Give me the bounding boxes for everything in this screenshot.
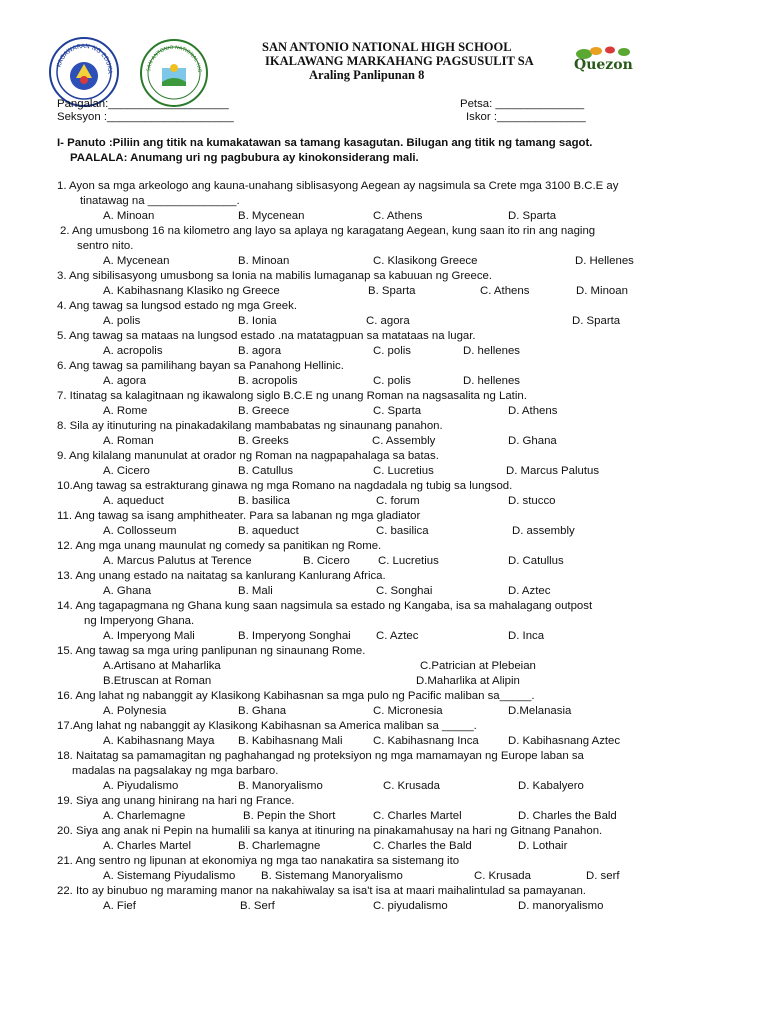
question-21-choice-c[interactable]: C. Krusada <box>474 870 531 882</box>
question-17-text: 17.Ang lahat ng nabanggit ay Klasikong Kabihasnan sa America maliban sa _____. <box>57 720 477 732</box>
question-5-choice-d[interactable]: D. hellenes <box>463 345 520 357</box>
question-1-choice-b[interactable]: B. Mycenean <box>238 210 305 222</box>
question-2-choice-a[interactable]: A. Mycenean <box>103 255 170 267</box>
question-2-choice-c[interactable]: C. Klasikong Greece <box>373 255 478 267</box>
question-2-choice-d[interactable]: D. Hellenes <box>575 255 634 267</box>
question-15-text: 15. Ang tawag sa mga uring panlipunan ng sinaunang Rome. <box>57 645 366 657</box>
question-5-choice-b[interactable]: B. agora <box>238 345 282 357</box>
question-10-choice-d[interactable]: D. stucco <box>508 495 556 507</box>
question-6-text: 6. Ang tawag sa pamilihang bayan sa Panahong Hellinic. <box>57 360 344 372</box>
question-12-choice-c[interactable]: C. Lucretius <box>378 555 439 567</box>
score-field[interactable]: Iskor :______________ <box>466 111 586 123</box>
question-16-choice-c[interactable]: C. Micronesia <box>373 705 443 717</box>
question-19-choice-d[interactable]: D. Charles the Bald <box>518 810 617 822</box>
question-5-choice-a[interactable]: A. acropolis <box>103 345 163 357</box>
school-name: SAN ANTONIO NATIONAL HIGH SCHOOL <box>262 40 512 54</box>
question-14-choice-a[interactable]: A. Imperyong Mali <box>103 630 195 642</box>
question-14-text-cont: ng Imperyong Ghana. <box>84 615 195 627</box>
question-5-choice-c[interactable]: C. polis <box>373 345 411 357</box>
question-14-text: 14. Ang tagapagmana ng Ghana kung saan nagsimula sa estado ng Kangaba, isa sa mahalagang outpost <box>57 600 593 612</box>
question-3-choice-b[interactable]: B. Sparta <box>368 285 416 297</box>
question-8-choice-d[interactable]: D. Ghana <box>508 435 557 447</box>
question-15-choice-b[interactable]: B.Etruscan at Roman <box>103 675 212 687</box>
question-4-choice-b[interactable]: B. Ionia <box>238 315 277 327</box>
question-21-choice-a[interactable]: A. Sistemang Piyudalismo <box>103 870 236 882</box>
question-2-text: 2. Ang umusbong 16 na kilometro ang layo sa aplaya ng karagatang Aegean, kung saan ito rin ang naging <box>60 225 596 237</box>
question-7-choice-b[interactable]: B. Greece <box>238 405 290 417</box>
question-13-choice-b[interactable]: B. Mali <box>238 585 273 597</box>
question-15-choice-a[interactable]: A.Artisano at Maharlika <box>103 660 221 672</box>
question-18-choice-b[interactable]: B. Manoryalismo <box>238 780 323 792</box>
question-10-choice-c[interactable]: C. forum <box>376 495 420 507</box>
question-1-text-cont: tinatawag na ______________. <box>80 195 240 207</box>
directions-text: I- Panuto :Piliin ang titik na kumakatawan sa tamang kasagutan. Bilugan ang titik ng tamang sagot. <box>57 137 593 149</box>
question-12-choice-d[interactable]: D. Catullus <box>508 555 564 567</box>
question-8-choice-c[interactable]: C. Assembly <box>372 435 436 447</box>
question-11-text: 11. Ang tawag sa isang amphitheater. Para sa labanan ng mga gladiator <box>57 510 421 522</box>
question-16-text: 16. Ang lahat ng nabanggit ay Klasikong Kabihasnan sa mga pulo ng Pacific maliban sa_____. <box>57 690 535 702</box>
question-13-choice-c[interactable]: C. Songhai <box>376 585 433 597</box>
question-10-text: 10.Ang tawag sa estrakturang ginawa ng mga Romano na nagdadala ng tubig sa lungsod. <box>57 480 513 492</box>
question-9-choice-d[interactable]: D. Marcus Palutus <box>506 465 600 477</box>
question-18-text-cont: madalas na pagsalakay ng mga barbaro. <box>72 765 279 777</box>
date-field[interactable]: Petsa: ______________ <box>460 98 585 110</box>
question-18-text: 18. Naitatag sa pamamagitan ng paghahangad ng proteksiyon ng mga mamamayan ng Europe laban sa <box>57 750 584 762</box>
question-15-choice-c[interactable]: C.Patrician at Plebeian <box>420 660 536 672</box>
question-1-choice-c[interactable]: C. Athens <box>373 210 423 222</box>
deped-seal-text: KAGAWARAN NG EDUKA <box>55 42 114 74</box>
question-2-text-cont: sentro nito. <box>77 240 134 252</box>
question-19-choice-c[interactable]: C. Charles Martel <box>373 810 462 822</box>
quezon-province-logo <box>570 44 650 74</box>
question-3-choice-d[interactable]: D. Minoan <box>576 285 628 297</box>
question-20-choice-c[interactable]: C. Charles the Bald <box>373 840 472 852</box>
question-17-choice-d[interactable]: D. Kabihasnang Aztec <box>508 735 621 747</box>
question-13-choice-d[interactable]: D. Aztec <box>508 585 551 597</box>
question-4-choice-a[interactable]: A. polis <box>103 315 141 327</box>
question-10-choice-b[interactable]: B. basilica <box>238 495 290 507</box>
question-3-text: 3. Ang sibilisasyong umusbong sa Ionia na mabilis lumaganap sa kabuuan ng Greece. <box>57 270 493 282</box>
name-field[interactable]: Pangalan:___________________ <box>57 98 229 110</box>
question-15-choice-d[interactable]: D.Maharlika at Alipin <box>416 675 520 687</box>
question-14-choice-d[interactable]: D. Inca <box>508 630 545 642</box>
question-3-choice-c[interactable]: C. Athens <box>480 285 530 297</box>
question-11-choice-a[interactable]: A. Collosseum <box>103 525 177 537</box>
question-13-choice-a[interactable]: A. Ghana <box>103 585 152 597</box>
question-2-choice-b[interactable]: B. Minoan <box>238 255 290 267</box>
question-8-choice-b[interactable]: B. Greeks <box>238 435 289 447</box>
question-19-choice-b[interactable]: B. Pepin the Short <box>243 810 336 822</box>
question-5-text: 5. Ang tawag sa mataas na lungsod estado .na matatagpuan sa matataas na lugar. <box>57 330 476 342</box>
question-16-choice-d[interactable]: D.Melanasia <box>508 705 572 717</box>
school-seal-text: SAN ANTONIO NATIONAL HIG <box>146 44 203 73</box>
question-1-choice-d[interactable]: D. Sparta <box>508 210 557 222</box>
question-6-choice-b[interactable]: B. acropolis <box>238 375 298 387</box>
question-13-text: 13. Ang unang estado na naitatag sa kanlurang Kanlurang Africa. <box>57 570 386 582</box>
question-9-text: 9. Ang kilalang manunulat at orador ng Roman na nagpapahalaga sa batas. <box>57 450 439 462</box>
question-1-text: 1. Ayon sa mga arkeologo ang kauna-unahang siblisasyong Aegean ay nagsimula sa Crete mga 3100 B.C.E ay <box>57 180 619 192</box>
question-4-text: 4. Ang tawag sa lungsod estado ng mga Greek. <box>57 300 297 312</box>
question-18-choice-c[interactable]: C. Krusada <box>383 780 440 792</box>
question-11-choice-d[interactable]: D. assembly <box>512 525 575 537</box>
question-6-choice-d[interactable]: D. hellenes <box>463 375 520 387</box>
question-19-choice-a[interactable]: A. Charlemagne <box>103 810 186 822</box>
question-9-choice-c[interactable]: C. Lucretius <box>373 465 434 477</box>
question-6-choice-a[interactable]: A. agora <box>103 375 147 387</box>
question-18-choice-d[interactable]: D. Kabalyero <box>518 780 584 792</box>
question-12-text: 12. Ang mga unang maunulat ng comedy sa panitikan ng Rome. <box>57 540 382 552</box>
question-22-choice-d[interactable]: D. manoryalismo <box>518 900 604 912</box>
question-8-choice-a[interactable]: A. Roman <box>103 435 154 447</box>
question-21-text: 21. Ang sentro ng lipunan at ekonomiya ng mga tao nanakatira sa sistemang ito <box>57 855 460 867</box>
question-4-choice-d[interactable]: D. Sparta <box>572 315 621 327</box>
question-14-choice-c[interactable]: C. Aztec <box>376 630 419 642</box>
question-21-choice-b[interactable]: B. Sistemang Manoryalismo <box>261 870 403 882</box>
question-4-choice-c[interactable]: C. agora <box>366 315 410 327</box>
question-14-choice-b[interactable]: B. Imperyong Songhai <box>238 630 351 642</box>
question-9-choice-b[interactable]: B. Catullus <box>238 465 294 477</box>
question-19-text: 19. Siya ang unang hinirang na hari ng France. <box>57 795 295 807</box>
question-12-choice-a[interactable]: A. Marcus Palutus at Terence <box>103 555 252 567</box>
question-18-choice-a[interactable]: A. Piyudalismo <box>103 780 179 792</box>
question-9-choice-a[interactable]: A. Cicero <box>103 465 150 477</box>
question-7-choice-c[interactable]: C. Sparta <box>373 405 422 417</box>
quezon-logo-text: Quezon <box>574 57 633 73</box>
question-1-choice-a[interactable]: A. Minoan <box>103 210 155 222</box>
question-16-choice-b[interactable]: B. Ghana <box>238 705 287 717</box>
question-7-choice-a[interactable]: A. Rome <box>103 405 148 417</box>
question-17-choice-c[interactable]: C. Kabihasnang Inca <box>373 735 479 747</box>
question-6-choice-c[interactable]: C. polis <box>373 375 411 387</box>
question-22-text: 22. Ito ay binubuo ng maraming manor na nakahiwalay sa isa't isa at maari maihalintulad sa pamayanan. <box>57 885 586 897</box>
question-11-choice-b[interactable]: B. aqueduct <box>238 525 299 537</box>
question-17-choice-a[interactable]: A. Kabihasnang Maya <box>103 735 215 747</box>
question-7-choice-d[interactable]: D. Athens <box>508 405 558 417</box>
question-21-choice-d[interactable]: D. serf <box>586 870 620 882</box>
question-16-choice-a[interactable]: A. Polynesia <box>103 705 167 717</box>
exam-title: IKALAWANG MARKAHANG PAGSUSULIT SA <box>265 54 534 68</box>
question-20-choice-d[interactable]: D. Lothair <box>518 840 568 852</box>
question-22-choice-b[interactable]: B. Serf <box>240 900 275 912</box>
question-12-choice-b[interactable]: B. Cicero <box>303 555 350 567</box>
question-20-text: 20. Siya ang anak ni Pepin na humalili sa kanya at itinuring na pinakamahusay na hari ng Gitnang Panahon. <box>57 825 603 837</box>
question-11-choice-c[interactable]: C. basilica <box>376 525 429 537</box>
question-17-choice-b[interactable]: B. Kabihasnang Mali <box>238 735 343 747</box>
question-20-choice-a[interactable]: A. Charles Martel <box>103 840 191 852</box>
question-3-choice-a[interactable]: A. Kabihasnang Klasiko ng Greece <box>103 285 280 297</box>
question-8-text: 8. Sila ay itinuturing na pinakadakilang mambabatas ng sinaunang panahon. <box>57 420 443 432</box>
section-field[interactable]: Seksyon :____________________ <box>57 111 234 123</box>
question-20-choice-b[interactable]: B. Charlemagne <box>238 840 321 852</box>
reminder-text: PAALALA: Anumang uri ng pagbubura ay kinokonsiderang mali. <box>70 152 419 164</box>
question-22-choice-a[interactable]: A. Fief <box>103 900 136 912</box>
question-10-choice-a[interactable]: A. aqueduct <box>103 495 164 507</box>
question-22-choice-c[interactable]: C. piyudalismo <box>373 900 448 912</box>
subject-title: Araling Panlipunan 8 <box>309 68 425 82</box>
question-7-text: 7. Itinatag sa kalagitnaan ng ikawalong siglo B.C.E ng unang Roman na nagsasalita ng Latin. <box>57 390 527 402</box>
